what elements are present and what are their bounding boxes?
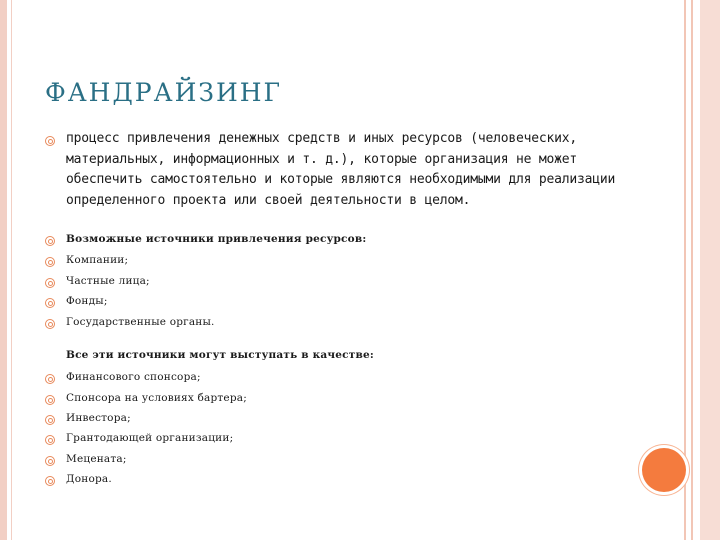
bullet-icon xyxy=(45,395,55,405)
source-item: Фонды; xyxy=(66,295,108,307)
bullet-icon xyxy=(45,435,55,445)
decorative-circle xyxy=(642,448,686,492)
role-item: Донора. xyxy=(66,473,112,485)
source-item: Компании; xyxy=(66,254,129,266)
sources-heading: Возможные источники привлечения ресурсов: xyxy=(66,233,367,245)
right-frame-line xyxy=(684,0,686,540)
bullet-icon xyxy=(45,257,55,267)
bullet-icon xyxy=(45,476,55,486)
slide-title: ФАНДРАЙЗИНГ xyxy=(45,78,283,107)
bullet-icon xyxy=(45,278,55,288)
roles-heading: Все эти источники могут выступать в качестве: xyxy=(66,349,374,361)
left-frame-line xyxy=(11,0,12,540)
bullet-icon xyxy=(45,319,55,329)
bullet-icon xyxy=(45,136,55,146)
role-item: Мецената; xyxy=(66,453,127,465)
bullet-icon xyxy=(45,456,55,466)
role-item: Финансового спонсора; xyxy=(66,371,201,383)
bullet-icon xyxy=(45,415,55,425)
role-item: Грантодающей организации; xyxy=(66,432,234,444)
bullet-icon xyxy=(45,374,55,384)
role-item: Инвестора; xyxy=(66,412,131,424)
right-frame-line-2 xyxy=(691,0,693,540)
source-item: Государственные органы. xyxy=(66,316,215,328)
bullet-icon xyxy=(45,236,55,246)
right-frame-band xyxy=(700,0,720,540)
definition-text: процесс привлечения денежных средств и иных ресурсов (человеческих, материальных, информационных и т. д.), которые организация не может обеспечить самостоятельно и которые являются необходимыми для реализации определенного проекта или своей деятельности в целом. xyxy=(66,131,616,208)
left-frame-band xyxy=(0,0,7,540)
source-item: Частные лица; xyxy=(66,275,150,287)
role-item: Спонсора на условиях бартера; xyxy=(66,392,247,404)
bullet-icon xyxy=(45,298,55,308)
